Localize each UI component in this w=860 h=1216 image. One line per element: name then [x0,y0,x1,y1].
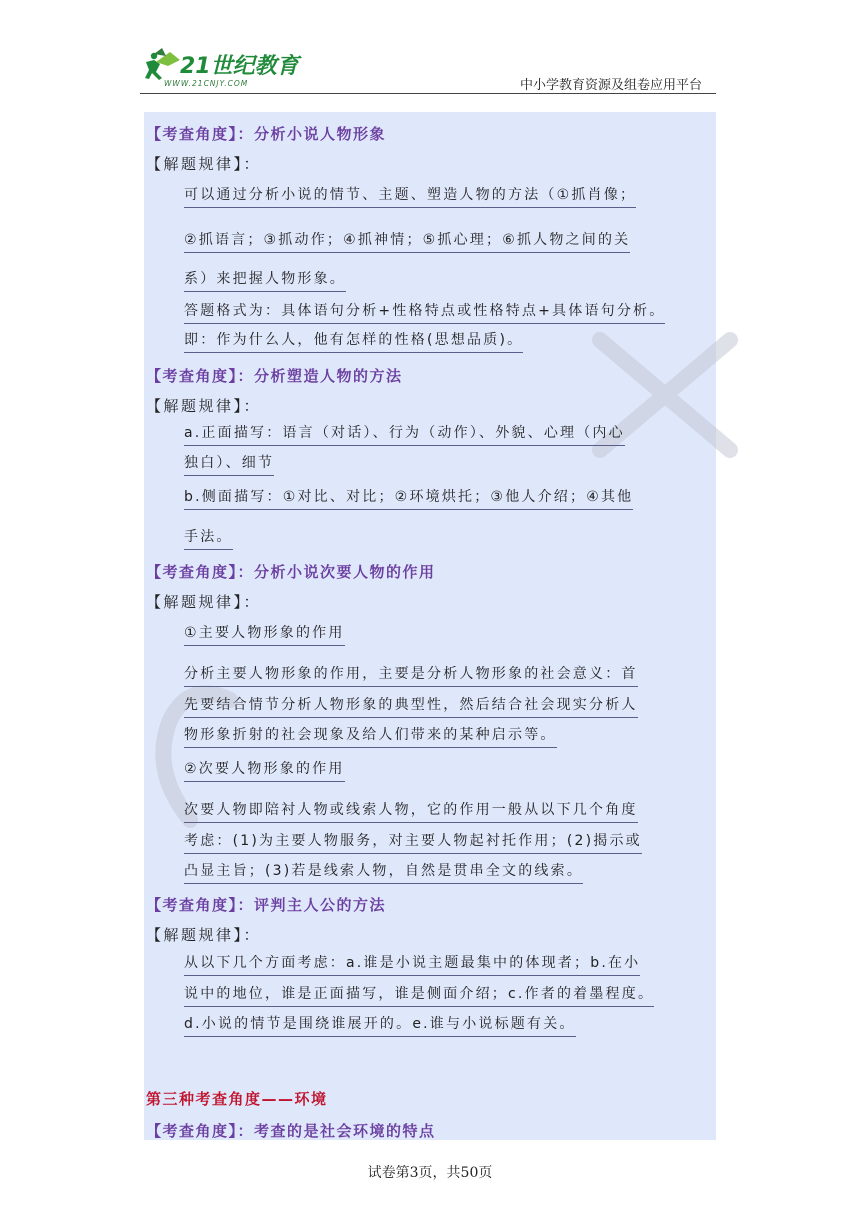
rule-text-line: 次要人物即陪衬人物或线索人物，它的作用一般从以下几个角度 [184,802,638,823]
rule-text-line: 从以下几个方面考虑：a.谁是小说主题最集中的体现者；b.在小 [184,955,640,976]
section-title-environment: 第三种考查角度——环境 [146,1090,328,1108]
rule-text-line: d.小说的情节是围绕谁展开的。e.谁与小说标题有关。 [184,1016,576,1037]
angle-heading-3: 【考查角度】：分析小说次要人物的作用 [146,563,436,581]
page-number: 试卷第3页，共50页 [367,1165,493,1181]
rule-text-line: 答题格式为：具体语句分析+性格特点或性格特点+具体语句分析。 [184,303,665,324]
rule-text-line: ①主要人物形象的作用 [184,625,345,646]
rule-text-line: 物形象折射的社会现象及给人们带来的某种启示等。 [184,727,557,748]
rule-text-line: 分析主要人物形象的作用，主要是分析人物形象的社会意义：首 [184,666,638,687]
angle-heading-2: 【考查角度】：分析塑造人物的方法 [146,367,403,385]
rule-text-line: 先要结合情节分析人物形象的典型性，然后结合社会现实分析人 [184,697,638,718]
angle-heading-1: 【考查角度】：分析小说人物形象 [146,125,387,143]
angle-heading-5: 【考查角度】：考查的是社会环境的特点 [146,1122,436,1140]
site-logo [140,44,320,90]
rule-text-line: 说中的地位，谁是正面描写，谁是侧面介绍；c.作者的着墨程度。 [184,986,654,1007]
rule-text-line: 系）来把握人物形象。 [184,271,346,292]
rule-label-3: 【解题规律】： [146,593,262,611]
rule-label-1: 【解题规律】： [146,155,262,173]
page-header [140,44,716,93]
rule-label-2: 【解题规律】： [146,397,262,415]
angle-heading-4: 【考查角度】：评判主人公的方法 [146,896,387,914]
rule-text-line: b.侧面描写：①对比、对比；②环境烘托；③他人介绍；④其他 [184,489,633,510]
rule-label-4: 【解题规律】： [146,926,262,944]
rule-text-line: 凸显主旨；(3)若是线索人物，自然是贯串全文的线索。 [184,863,583,884]
svg-text:21世纪教育: 21世纪教育 [180,54,299,79]
svg-text:WWW.21CNJY.COM: WWW.21CNJY.COM [164,79,249,88]
platform-name: 中小学教育资源及组卷应用平台 [519,78,702,93]
rule-text-line: ②抓语言；③抓动作；④抓神情；⑤抓心理；⑥抓人物之间的关 [184,232,630,253]
rule-text-line: 即：作为什么人，他有怎样的性格(思想品质)。 [184,332,523,353]
rule-text-line: 独白）、细节 [184,455,274,476]
rule-text-line: 手法。 [184,529,233,550]
rule-text-line: 考虑：(1)为主要人物服务，对主要人物起衬托作用；(2)揭示或 [184,833,642,854]
header-divider [140,93,716,94]
rule-text-line: 可以通过分析小说的情节、主题、塑造人物的方法（①抓肖像； [184,187,636,208]
rule-text-line: ②次要人物形象的作用 [184,761,345,782]
rule-text-line: a.正面描写：语言（对话）、行为（动作）、外貌、心理（内心 [184,425,625,446]
